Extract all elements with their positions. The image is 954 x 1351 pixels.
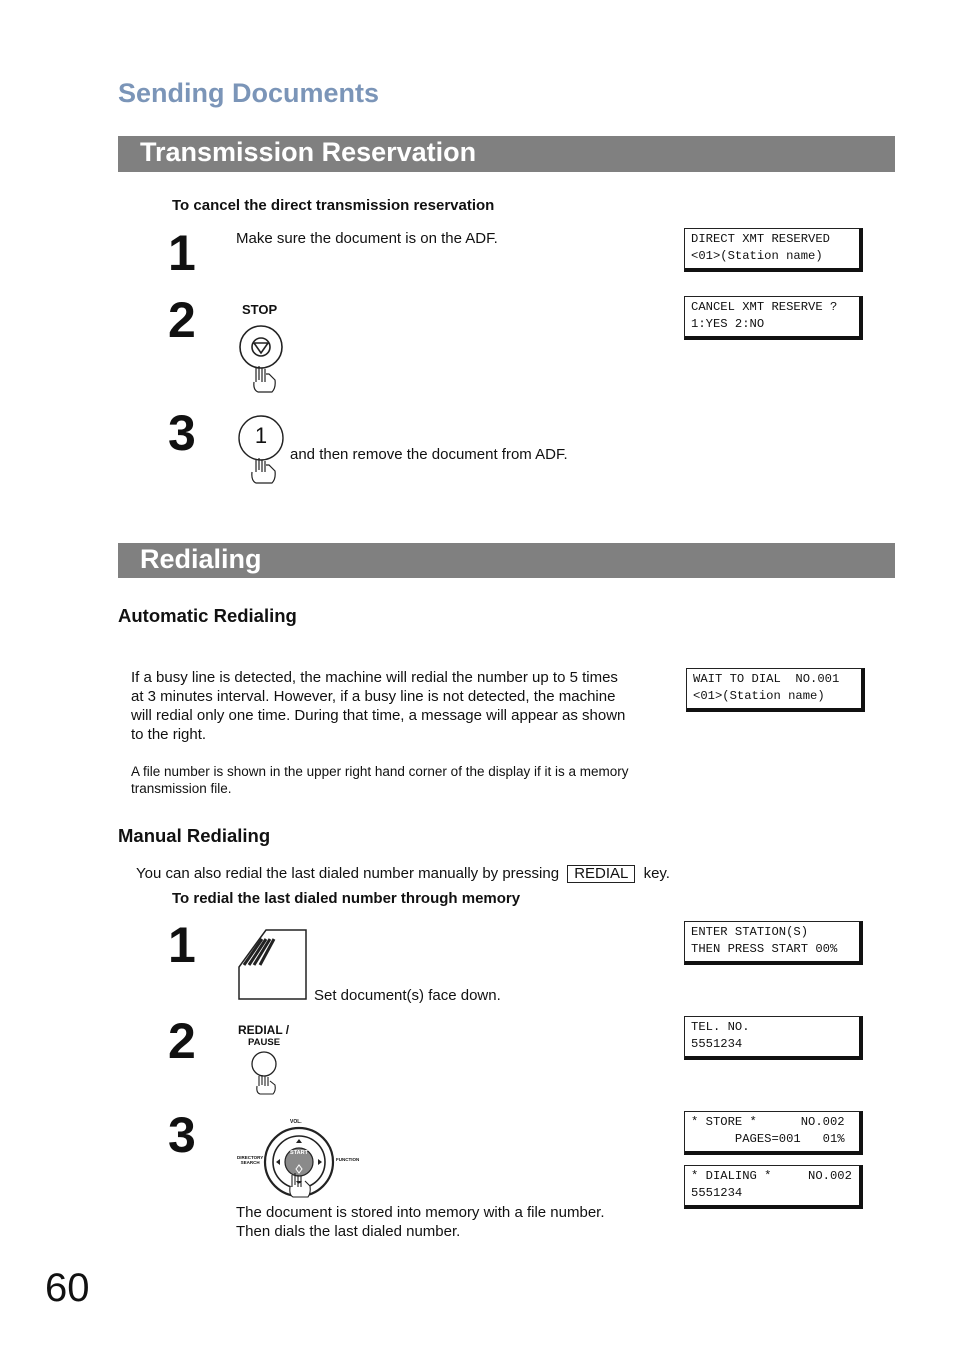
number-key-1-label: 1 (254, 423, 268, 448)
lcd-line: <01>(Station name) (693, 689, 825, 703)
start-key-label: START (290, 1150, 308, 1156)
step-number: 3 (168, 1107, 196, 1163)
section-band-transmission-reservation (118, 136, 895, 172)
redial-memory-subheading: To redial the last dialed number through memory (172, 890, 521, 907)
step-text: Set document(s) face down. (314, 987, 501, 1004)
volume-key-label: VOL. (290, 1119, 302, 1125)
automatic-redialing-heading: Automatic Redialing (118, 605, 297, 626)
step-text: Make sure the document is on the ADF. (236, 230, 498, 247)
lcd-display (686, 668, 865, 712)
step-number: 1 (168, 225, 196, 281)
lcd-line: <01>(Station name) (691, 249, 823, 263)
lcd-line: 5551234 (691, 1037, 743, 1051)
lcd-line: * STORE * NO.002 (691, 1115, 845, 1129)
manual-redialing-heading: Manual Redialing (118, 825, 271, 846)
directory-search-label (237, 1155, 263, 1165)
text-line: Then dials the last dialed number. (236, 1223, 461, 1240)
lcd-line: THEN PRESS START 00% (691, 942, 838, 956)
step-number: 1 (168, 917, 196, 973)
intro-text: key. (643, 865, 670, 882)
step-number: 2 (168, 292, 196, 348)
stop-key-icon[interactable] (236, 322, 286, 394)
lcd-display (684, 228, 863, 272)
section-title: Transmission Reservation (140, 137, 477, 167)
step-number: 2 (168, 1013, 196, 1069)
paragraph-line: to the right. (131, 726, 207, 743)
lcd-display (684, 921, 863, 965)
paragraph-line: If a busy line is detected, the machine will redial the number up to 5 times (131, 669, 618, 686)
lcd-display (684, 1165, 863, 1209)
label-line: SEARCH (240, 1160, 260, 1165)
step-text (236, 1203, 605, 1241)
redial-pause-key-icon[interactable] (248, 1050, 282, 1096)
memory-file-note (131, 763, 691, 797)
paragraph-line: will redial only one time. During that time, a message will appear as shown (131, 707, 626, 724)
step-number: 3 (168, 405, 196, 461)
pause-key-label: PAUSE (248, 1037, 281, 1048)
cancel-subheading: To cancel the direct transmission reservation (172, 197, 495, 214)
stop-key-label: STOP (242, 302, 278, 317)
paragraph-line: at 3 minutes interval. However, if a busy line is not detected, the machine (131, 688, 616, 705)
section-title: Redialing (140, 544, 262, 574)
redial-key-label: REDIAL / (238, 1023, 290, 1037)
function-key-label: FUNCTION (336, 1157, 360, 1162)
text-line: The document is stored into memory with a file number. (236, 1204, 605, 1221)
chapter-title: Sending Documents (118, 78, 380, 108)
page-number: 60 (45, 1266, 90, 1310)
lcd-display (684, 1016, 863, 1060)
lcd-line: 5551234 (691, 1186, 743, 1200)
section-band-redialing (118, 543, 895, 578)
manual-redialing-intro (136, 864, 670, 883)
redial-key-box: REDIAL (567, 865, 635, 883)
lcd-line: PAGES=001 01% (691, 1132, 845, 1146)
step-text: and then remove the document from ADF. (290, 446, 568, 463)
start-dial-pad-icon[interactable] (262, 1125, 336, 1199)
note-line: transmission file. (131, 781, 232, 796)
lcd-line: ENTER STATION(S) (691, 925, 809, 939)
lcd-line: WAIT TO DIAL NO.001 (693, 672, 840, 686)
lcd-line: 1:YES 2:NO (691, 317, 765, 331)
note-line: A file number is shown in the upper right hand corner of the display if it is a memory (131, 764, 629, 779)
lcd-line: TEL. NO. (691, 1020, 750, 1034)
lcd-line: * DIALING * NO.002 (691, 1169, 852, 1183)
label-line: DIRECTORY (237, 1155, 264, 1160)
document-face-down-icon (236, 927, 310, 1003)
lcd-line: CANCEL XMT RESERVE ? (691, 300, 838, 314)
intro-text: You can also redial the last dialed number manually by pressing (136, 865, 560, 882)
lcd-line: DIRECT XMT RESERVED (691, 232, 830, 246)
lcd-display (684, 1111, 863, 1155)
lcd-display (684, 296, 863, 340)
automatic-redialing-paragraph (131, 668, 671, 744)
